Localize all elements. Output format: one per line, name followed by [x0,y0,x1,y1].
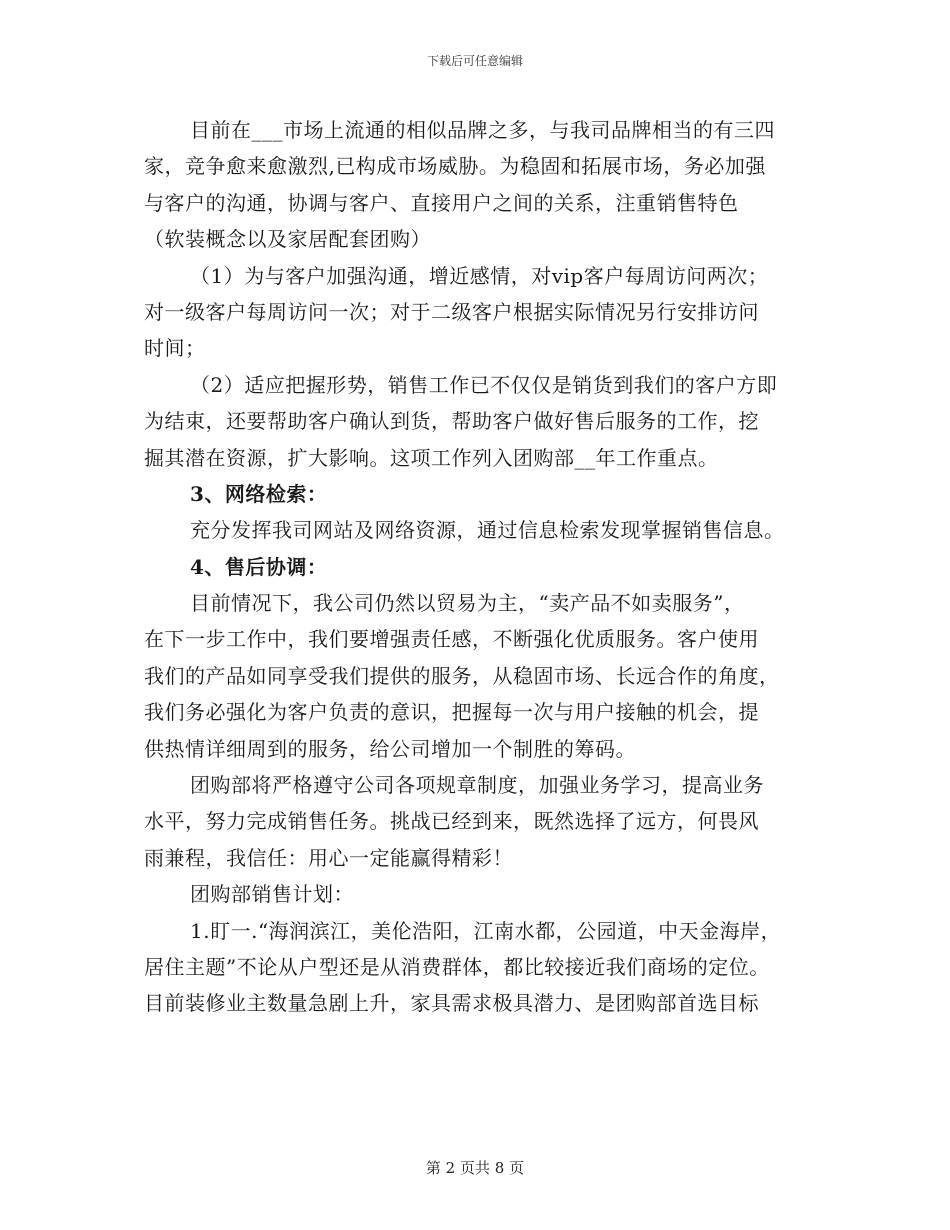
text-line: 为结束，还要帮助客户确认到货，帮助客户做好售后服务的工作，挖 [144,409,759,434]
text-line: 在下一步工作中，我们要增强责任感，不断强化优质服务。客户使用 [144,627,759,652]
text-line: （软装概念以及家居配套团购） [144,227,431,252]
text-line: 家，竞争愈来愈激烈,已构成市场威胁。为稳固和拓展市场，务必加强 [144,154,766,179]
document-body [144,112,814,1022]
text-line: 供热情详细周到的服务，给公司增加一个制胜的筹码。 [144,736,636,761]
text-line: 我们的产品如同享受我们提供的服务，从稳固市场、长远合作的角度， [144,663,780,688]
page-number: 第 2 页共 8 页 [425,1159,525,1177]
text-line: 目前装修业主数量急剧上升，家具需求极具潜力、是团购部首选目标 [144,991,759,1016]
page-header: 下载后可任意编辑 [426,54,523,68]
text-line: 目前情况下，我公司仍然以贸易为主，“卖产品不如卖服务”， [190,591,745,616]
text-line: 居住主题”不论从户型还是从消费群体，都比较接近我们商场的定位。 [144,954,770,979]
text-line: （1）为与客户加强沟通，增近感情，对vip客户每周访问两次； [190,263,769,288]
text-line: 对一级客户每周访问一次；对于二级客户根据实际情况另行安排访问 [144,299,759,324]
text-line: 1.盯一.“海润滨江，美伦浩阳，江南水都，公园道，中天金海岸， [190,918,782,943]
section-heading: 4、售后协调： [190,554,328,579]
text-line: 水平，努力完成销售任务。挑战已经到来，既然选择了远方，何畏风 [144,809,759,834]
text-line: 充分发挥我司网站及网络资源，通过信息检索发现掌握销售信息。 [190,518,785,543]
section-heading: 3、网络检索： [190,481,328,506]
text-line: （2）适应把握形势，销售工作已不仅仅是销货到我们的客户方即 [190,372,778,397]
text-line: 掘其潜在资源，扩大影响。这项工作列入团购部__年工作重点。 [144,445,719,470]
text-line: 时间； [144,336,206,361]
text-line: 团购部将严格遵守公司各项规章制度，加强业务学习，提高业务 [190,773,764,798]
text-line: 团购部销售计划： [190,882,354,907]
text-line: 雨兼程，我信任：用心一定能赢得精彩！ [144,845,513,870]
text-line: 我们务必强化为客户负责的意识，把握每一次与用户接触的机会，提 [144,700,759,725]
text-line: 目前在___市场上流通的相似品牌之多，与我司品牌相当的有三四 [190,118,775,142]
text-line: 与客户的沟通，协调与客户、直接用户之间的关系，注重销售特色 [144,190,739,215]
